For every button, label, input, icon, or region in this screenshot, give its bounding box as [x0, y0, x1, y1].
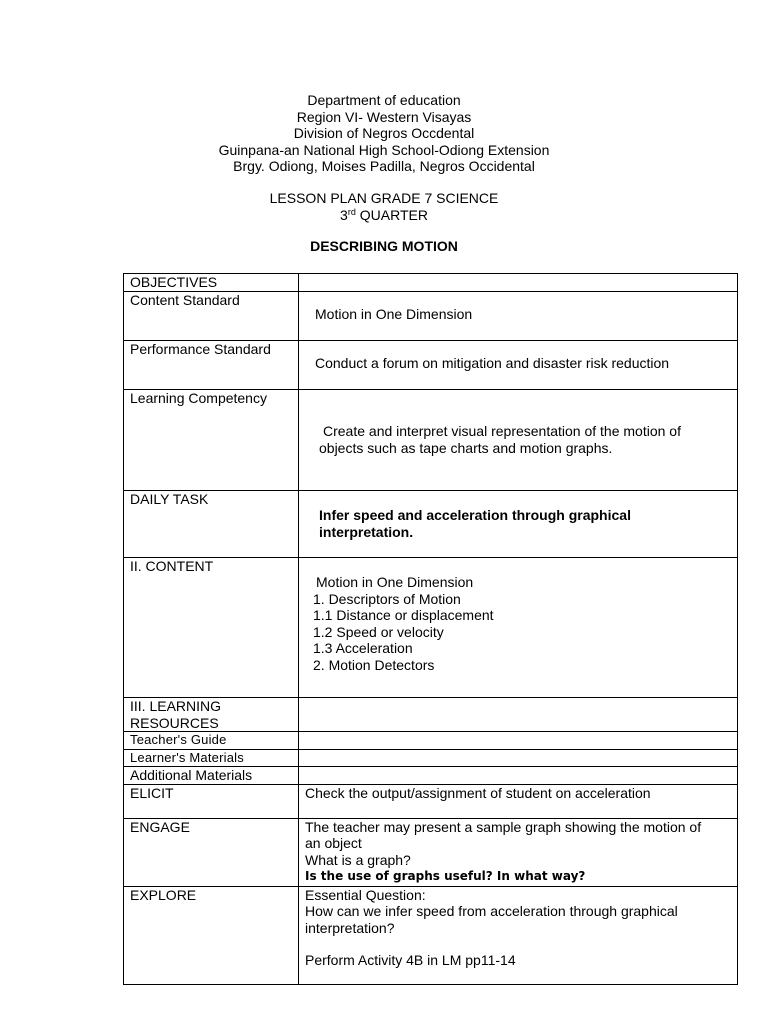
additional-materials-value: [299, 767, 738, 785]
table-row-content: [124, 558, 738, 698]
content-standard-label: Content Standard: [124, 292, 299, 341]
document-header: [0, 92, 768, 175]
daily-task-line-1: Infer speed and acceleration through graphical: [319, 507, 631, 523]
header-line-department: Department of education: [307, 92, 461, 108]
content-standard-value: Motion in One Dimension: [299, 292, 738, 341]
table-row-learning-competency: [124, 390, 738, 491]
explore-line-4: Perform Activity 4B in LM pp11-14: [305, 952, 516, 968]
list-item: 2. Motion Detectors: [313, 656, 435, 673]
teachers-guide-value: [299, 732, 738, 750]
daily-task-label: DAILY TASK: [124, 491, 299, 558]
objectives-value: [299, 274, 738, 292]
list-item: 1.2 Speed or velocity: [313, 623, 444, 640]
engage-line-1: The teacher may present a sample graph showing the motion of: [305, 818, 702, 835]
list-item: 1.1 Distance or displacement: [313, 607, 494, 623]
header-line-school: Guinpana-an National High School-Odiong Extension: [218, 141, 550, 158]
list-item: 1. Descriptors of Motion: [313, 590, 461, 607]
table-row-content-standard: [124, 292, 738, 341]
additional-materials-label: Additional Materials: [124, 767, 299, 785]
performance-standard-value: Conduct a forum on mitigation and disaster risk reduction: [299, 341, 738, 390]
table-row-daily-task: [124, 491, 738, 558]
engage-line-2: an object: [305, 835, 362, 851]
explore-line-1: Essential Question:: [305, 886, 426, 903]
header-line-address: Brgy. Odiong, Moises Padilla, Negros Occidental: [233, 158, 535, 174]
lesson-plan-table: [123, 273, 738, 985]
elicit-label: ELICIT: [124, 784, 299, 818]
table-row-engage: [124, 818, 738, 886]
learning-resources-value: [299, 698, 738, 732]
teachers-guide-label: Teacher's Guide: [124, 732, 299, 750]
list-item: Motion in One Dimension: [316, 574, 474, 590]
learning-competency-line-2: objects such as tape charts and motion graphs.: [319, 439, 613, 456]
table-row-teachers-guide: [124, 732, 738, 750]
explore-line-2: How can we infer speed from acceleration through graphical: [305, 903, 678, 919]
learning-competency-line-1: Create and interpret visual representation of the motion of: [323, 423, 681, 439]
content-value: [299, 558, 738, 698]
header-line-region: Region VI- Western Visayas: [296, 108, 472, 125]
quarter-number: 3: [340, 206, 348, 223]
header-line-division: Division of Negros Occdental: [293, 125, 475, 141]
content-label: II. CONTENT: [124, 558, 299, 698]
engage-label: ENGAGE: [124, 818, 299, 886]
table-row-objectives: [124, 274, 738, 292]
learning-resources-label-line-2: RESOURCES: [130, 714, 219, 731]
engage-line-4: Is the use of graphs useful? In what way?: [305, 869, 586, 883]
table-row-explore: [124, 886, 738, 984]
elicit-value: Check the output/assignment of student on acceleration: [299, 784, 738, 818]
explore-line-3: interpretation?: [305, 919, 395, 936]
learners-materials-label: Learner's Materials: [124, 749, 299, 767]
daily-task-line-2: interpretation.: [319, 523, 414, 540]
list-item: 1.3 Acceleration: [313, 640, 413, 656]
table-row-additional-materials: [124, 767, 738, 785]
lesson-plan-title-block: [0, 190, 768, 223]
learning-resources-label-line-1: III. LEARNING: [130, 698, 222, 714]
lesson-plan-title: LESSON PLAN GRADE 7 SCIENCE: [269, 190, 499, 206]
quarter-word: QUARTER: [355, 206, 428, 223]
table-row-performance-standard: [124, 341, 738, 390]
table-row-elicit: [124, 784, 738, 818]
objectives-label: OBJECTIVES: [124, 274, 299, 292]
learning-resources-label: [124, 698, 299, 732]
table-row-learners-materials: [124, 749, 738, 767]
explore-value: [299, 886, 738, 984]
quarter-suffix: rd: [347, 206, 356, 217]
engage-value: [299, 818, 738, 886]
explore-spacer: [305, 936, 737, 952]
learners-materials-value: [299, 749, 738, 767]
daily-task-value: [299, 491, 738, 558]
lesson-topic: DESCRIBING MOTION: [310, 238, 458, 254]
learning-competency-label: Learning Competency: [124, 390, 299, 491]
table-row-learning-resources: [124, 698, 738, 732]
explore-label: EXPLORE: [124, 886, 299, 984]
performance-standard-label: Performance Standard: [124, 341, 299, 390]
learning-competency-value: [299, 390, 738, 491]
quarter-label: [0, 207, 768, 224]
engage-line-3: What is a graph?: [305, 851, 411, 868]
